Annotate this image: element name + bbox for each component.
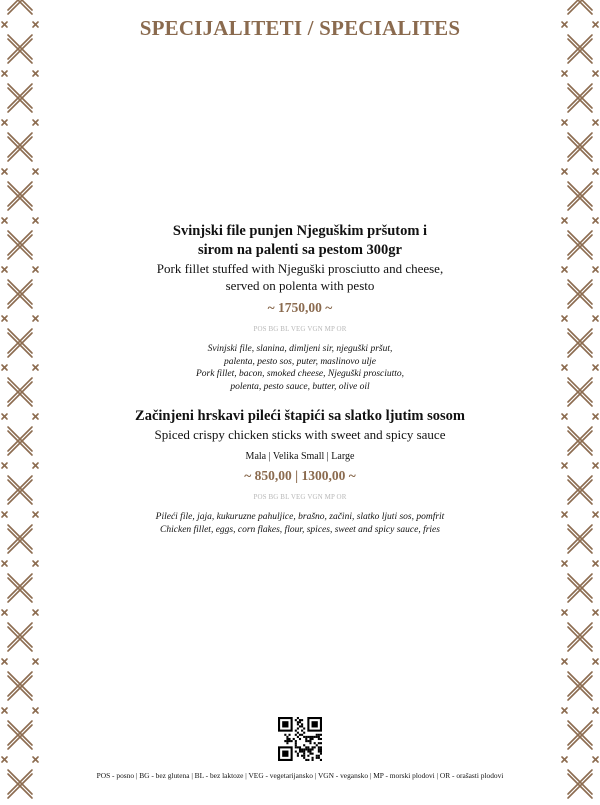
dish-name-english: Pork fillet stuffed with Njeguški prosciutto and cheese, served on polenta with pesto <box>156 261 444 293</box>
menu-item-pork-fillet <box>60 222 540 393</box>
right-border-pattern <box>560 0 600 800</box>
dish-price: ~ 850,00 | 1300,00 ~ <box>244 468 356 483</box>
dish-name-serbian: Svinjski file punjen Njeguškim pršutom i sirom na palenti sa pestom 300gr <box>172 223 428 258</box>
page-title: SPECIJALITETI / SPECIALITES <box>139 16 461 40</box>
cross-weave-pattern <box>560 0 600 800</box>
dietary-legend: POS - posno | BG - bez glutena | BL - bez laktoze | VEG - vegetarijansko | VGN - vegansko | MP - morski plodovi | OR - orašasti plodovi <box>96 771 504 780</box>
cross-weave-pattern <box>0 0 40 800</box>
dietary-flags: POS BG BL VEG VGN MP OR <box>253 493 347 501</box>
menu-item-chicken-sticks <box>60 407 540 536</box>
dish-name-english: Spiced crispy chicken sticks with sweet and spicy sauce <box>154 427 446 442</box>
dish-price: ~ 1750,00 ~ <box>267 300 333 315</box>
dietary-flags: POS BG BL VEG VGN MP OR <box>253 325 347 333</box>
dish-description: Pileći file, jaja, kukuruzne pahuljice, brašno, začini, slatko ljuti sos, pomfrit Chicken fillet, eggs, corn flakes, flour, spices, sweet and spicy sauce, fries <box>155 512 445 535</box>
dish-name-serbian: Začinjeni hrskavi pileći štapići sa slatko ljutim sosom <box>135 408 465 424</box>
left-border-pattern <box>0 0 40 800</box>
qr-code-icon[interactable] <box>278 717 322 761</box>
dish-description: Svinjski file, slanina, dimljeni sir, njeguški pršut, palenta, pesto sos, puter, maslinovo ulje Pork fillet, bacon, smoked cheese, Njeguški prosciutto, polenta, pesto sauce, butter, olive oil <box>195 344 405 392</box>
size-options: Mala | Velika Small | Large <box>245 451 355 462</box>
